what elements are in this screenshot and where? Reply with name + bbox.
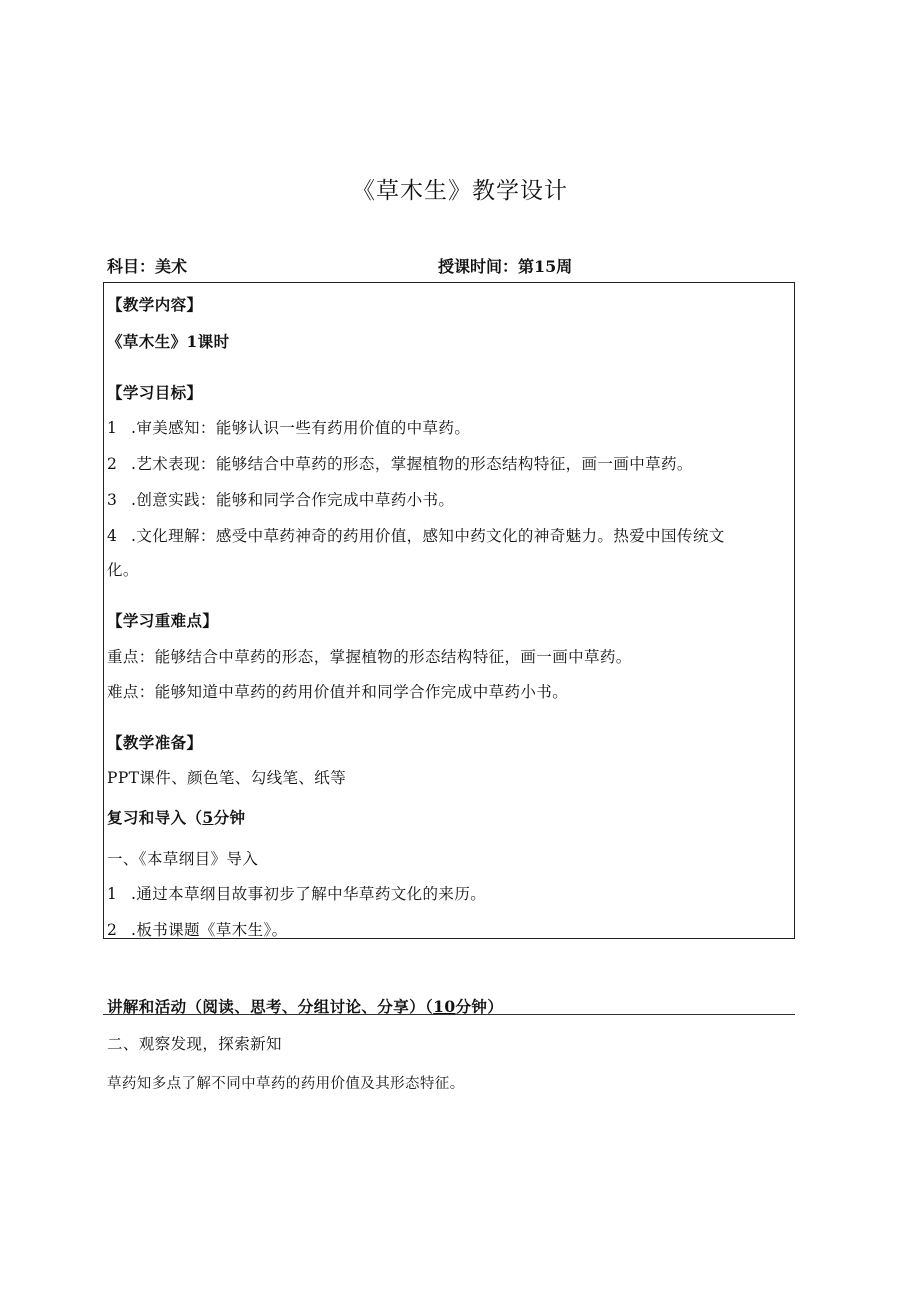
schedule-label (438, 254, 572, 277)
intro-number: 2 (107, 921, 118, 939)
schedule-prefix: 授课时间：第 (438, 257, 535, 276)
intro-number: 1 (107, 885, 118, 903)
intro-heading: 一、《本草纲目》导入 (107, 850, 259, 868)
intro-text: .板书课题《草木生》。 (131, 921, 288, 939)
key-point: 重点：能够结合中草药的形态，掌握植物的形态结构特征，画一画中草药。 (107, 648, 632, 666)
preparation-materials: PPT课件、颜色笔、勾线笔、纸等 (107, 769, 347, 787)
schedule-week: 15 (534, 257, 557, 276)
intro-item (107, 882, 486, 904)
activity-heading-text: 讲解和活动（阅读、思考、分组讨论、分享）（ (107, 997, 434, 1016)
section-divider (103, 1014, 795, 1015)
herb-knowledge-text: 草药知多点了解不同中草药的药用价值及其形态特征。 (107, 1076, 465, 1092)
heading-key-points: 【学习重难点】 (107, 611, 219, 630)
subject-label: 科目：美术 (107, 257, 188, 276)
goal-item (107, 452, 693, 474)
page-title: 《草木生》教学设计 (352, 178, 568, 204)
heading-teaching-content: 【教学内容】 (107, 295, 203, 314)
review-heading-text: 复习和导入（ (107, 808, 203, 827)
schedule-suffix: 周 (556, 257, 573, 276)
intro-text: .通过本草纲目故事初步了解中华草药文化的来历。 (131, 885, 487, 903)
goal-number: 4 (107, 527, 118, 545)
goal-text: .文化理解：感受中草药神奇的药用价值，感知中药文化的神奇魅力。热爱中国传统文 (131, 527, 725, 545)
goal-text: .艺术表现：能够结合中草药的形态，掌握植物的形态结构特征，画一画中草药。 (131, 455, 693, 473)
goal-item (107, 488, 454, 510)
observe-heading: 二、观察发现，探索新知 (107, 1035, 282, 1053)
goal-number: 1 (107, 419, 118, 437)
goal-text: .审美感知：能够认识一些有药用价值的中草药。 (131, 419, 471, 437)
goal-item-continuation: 化。 (107, 561, 139, 579)
review-heading (107, 806, 245, 828)
heading-learning-goals: 【学习目标】 (107, 383, 203, 402)
goal-item (107, 524, 725, 546)
review-heading-suffix: 分钟 (213, 808, 246, 827)
lesson-info: 《草木生》1课时 (107, 332, 230, 351)
heading-preparation: 【教学准备】 (107, 733, 203, 752)
goal-item (107, 416, 470, 438)
activity-minutes: 10 (433, 997, 456, 1016)
activity-heading-suffix: 分钟） (455, 997, 504, 1016)
review-minutes: 5 (202, 808, 214, 827)
goal-number: 3 (107, 491, 118, 509)
goal-text: .创意实践：能够和同学合作完成中草药小书。 (131, 491, 455, 509)
difficult-point: 难点：能够知道中草药的药用价值并和同学合作完成中草药小书。 (107, 683, 569, 701)
goal-number: 2 (107, 455, 118, 473)
intro-item (107, 918, 288, 940)
